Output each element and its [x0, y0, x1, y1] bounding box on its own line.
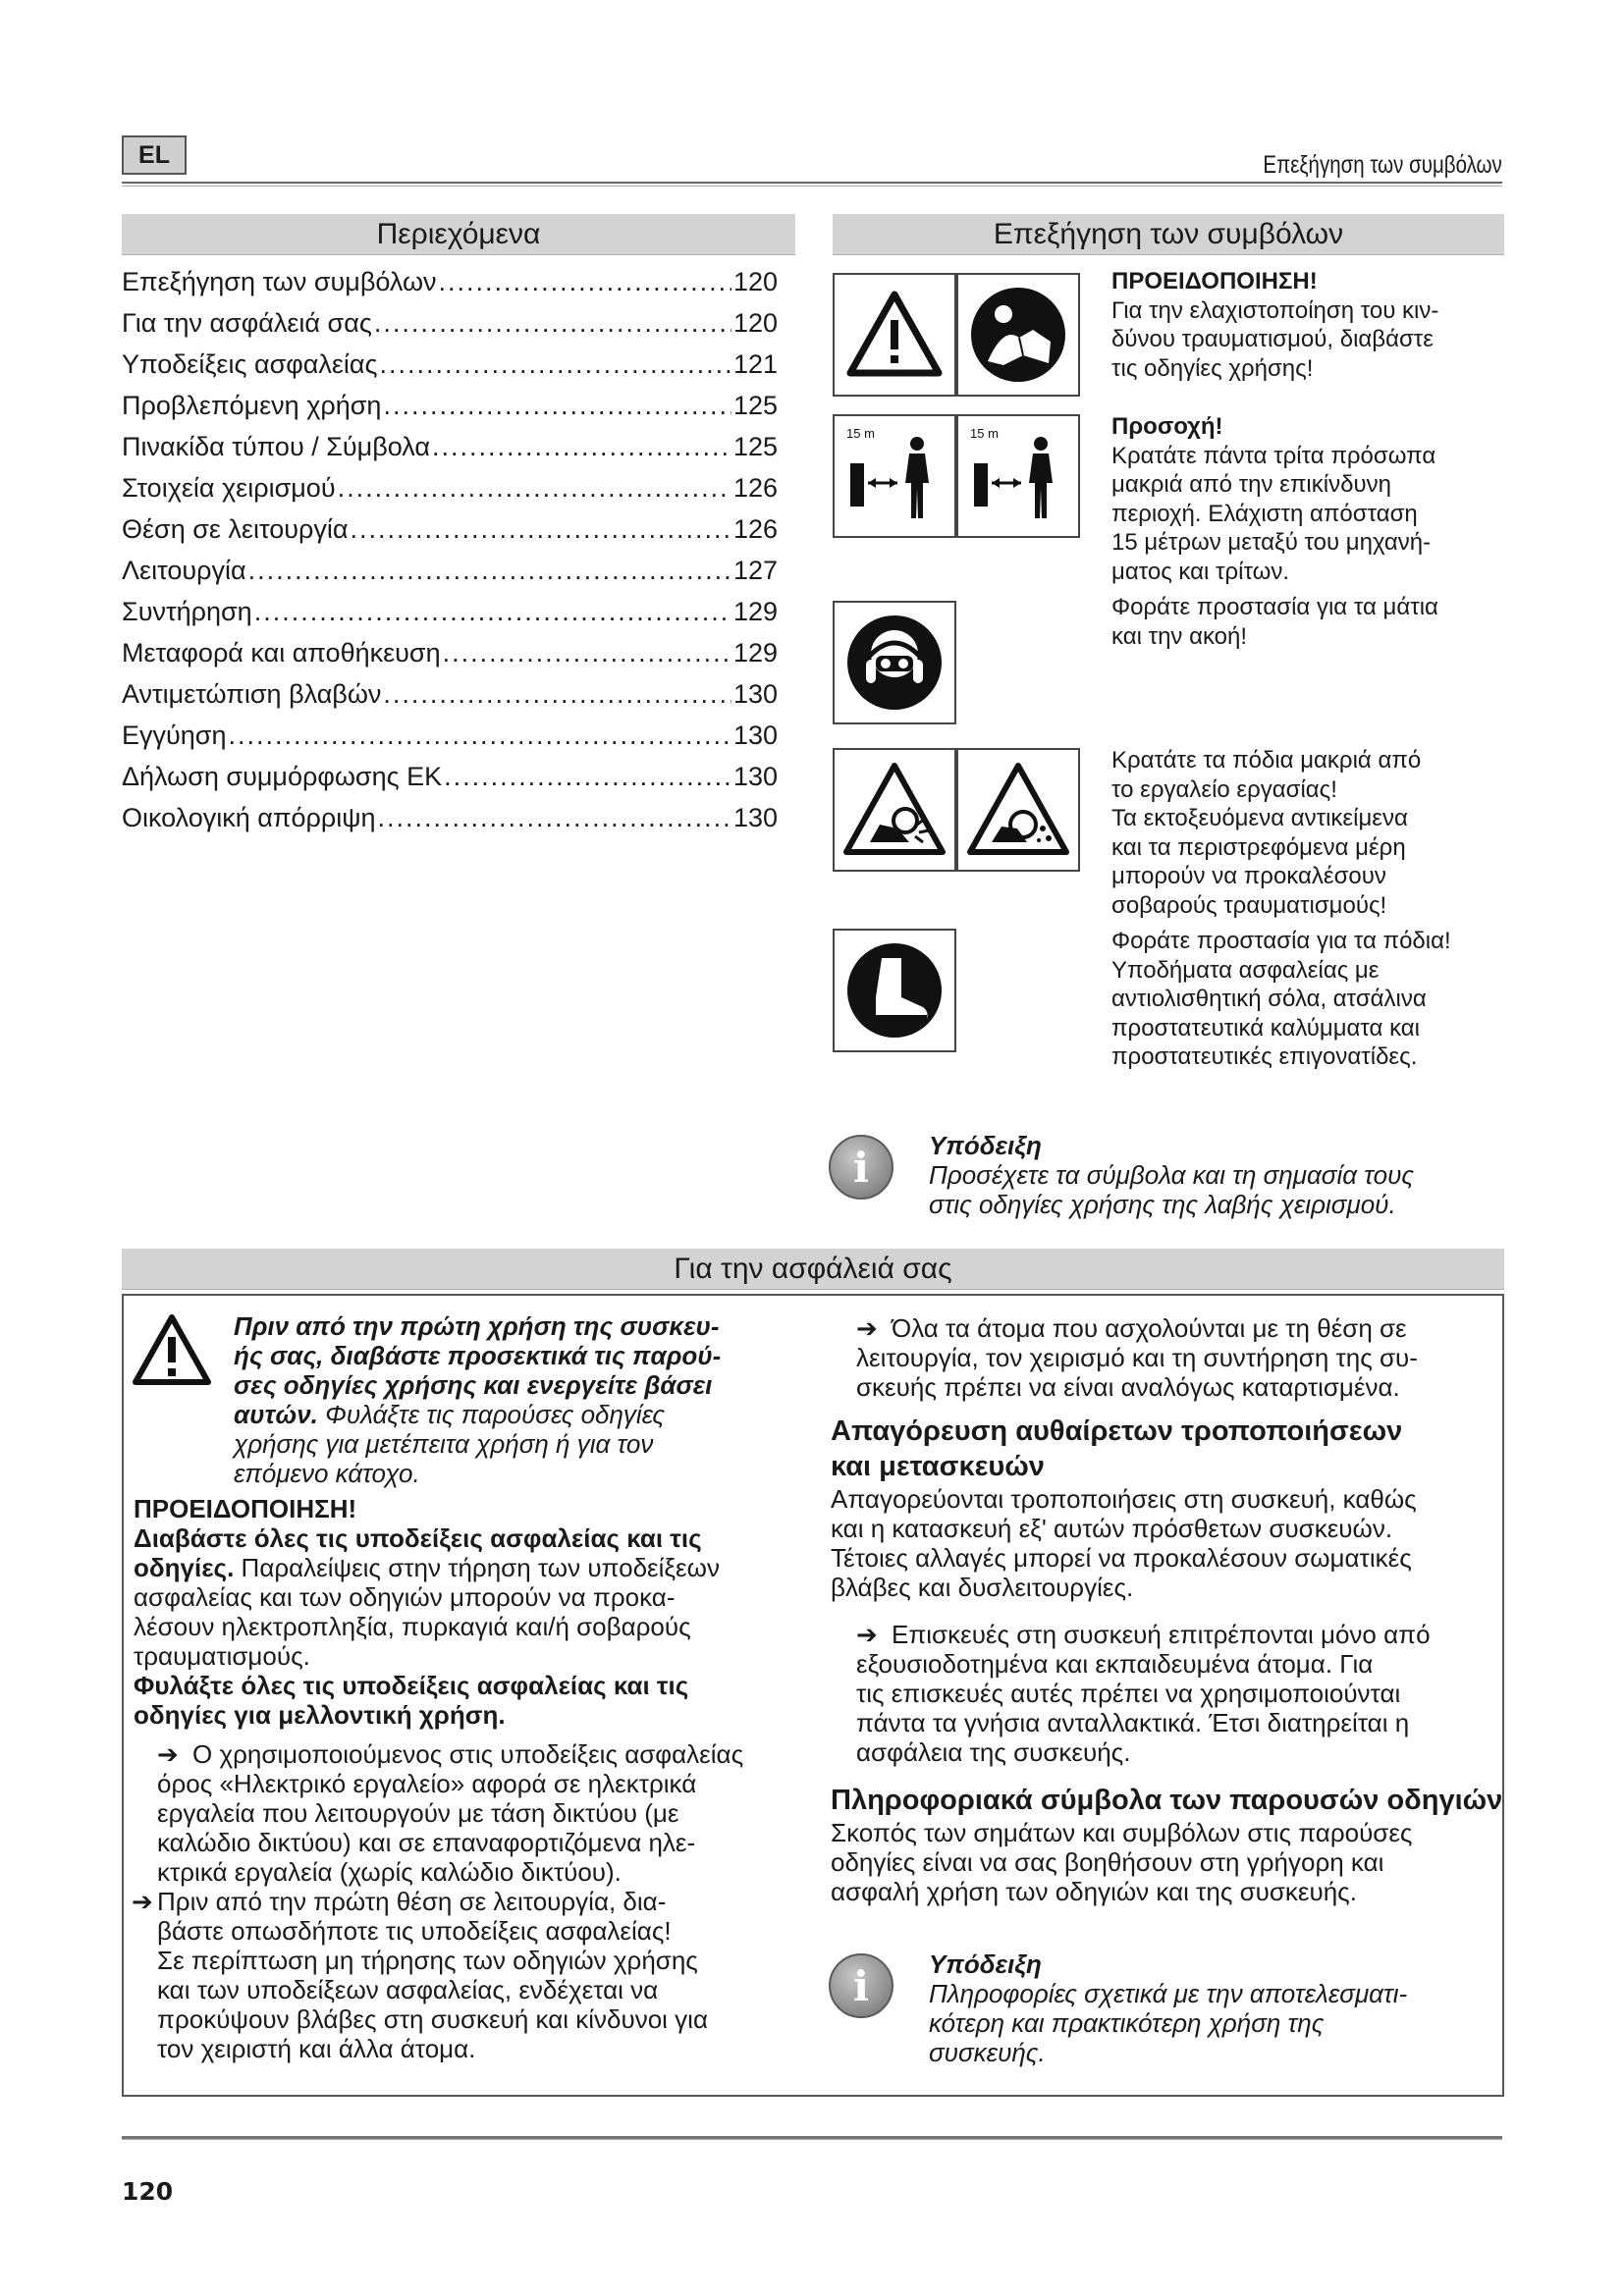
safety-tip-line-1: Πληροφορίες σχετικά με την αποτελεσματι-: [929, 1979, 1408, 2008]
intro-italic-line-1: χρήσης για μετέπειτα χρήση ή για τον: [234, 1429, 654, 1459]
feet-line-6: σοβαρούς τραυματισμούς!: [1111, 891, 1387, 919]
toc-entry-page: 130: [732, 803, 778, 832]
language-badge: EL: [122, 135, 187, 175]
intro-bold-line-1: Πριν από την πρώτη χρήση της συσκευ-: [234, 1311, 720, 1341]
toc-leader-dots: [444, 762, 731, 792]
toc-entry-page: 127: [732, 556, 778, 585]
toc-entry[interactable]: [122, 308, 778, 349]
toc-entry-page: 130: [732, 762, 778, 791]
toc-leader-dots: [374, 308, 731, 339]
modification-heading-line-2: και μετασκευών: [831, 1451, 1045, 1482]
read-line-2: λέσουν ηλεκτροπληξία, πυρκαγιά και/ή σοβαρούς: [134, 1612, 691, 1641]
intro-bold-line-4: αυτών.: [234, 1400, 318, 1429]
toc-entry-page: 125: [732, 391, 778, 420]
read-line-1: ασφαλείας και των οδηγιών μπορούν να προκα-: [134, 1582, 676, 1612]
warning-line-2: δύνου τραυματισμού, διαβάστε: [1111, 326, 1434, 352]
before-line-4: και των υποδείξεων ασφαλείας, ενδέχεται να: [157, 1975, 659, 2004]
repair-line-4: πάντα τα γνήσια ανταλλακτικά. Έτσι διατηρείται η: [856, 1708, 1410, 1737]
symbols-heading: Επεξήγηση των συμβόλων: [833, 214, 1504, 255]
caution-line-3: περιοχή. Ελάχιστη απόσταση: [1111, 500, 1418, 527]
info-symbols-section: [831, 1783, 1504, 1906]
boots-line-1: Φοράτε προστασία για τα πόδια!: [1111, 928, 1451, 954]
boots-line-4: προστατευτικά καλύμματα και: [1111, 1014, 1421, 1041]
protection-text: [1111, 593, 1504, 651]
toc-entry[interactable]: [122, 638, 778, 679]
keep-distance-icon-2: [956, 414, 1080, 538]
feet-line-2: το εργαλείο εργασίας!: [1111, 775, 1337, 803]
arrow-icon: ➔: [856, 1620, 878, 1649]
header-rule: [122, 182, 1502, 187]
feet-line-5: μπορούν να προκαλέσουν: [1111, 863, 1386, 889]
intro-bold-line-3: σες οδηγίες χρήσης και ενεργείτε βάσει: [234, 1370, 713, 1400]
keep-bold-line-2: οδηγίες για μελλοντική χρήση.: [134, 1700, 506, 1730]
symbols-tip-line-1: Προσέχετε τα σύμβολα και τη σημασία τους: [929, 1160, 1415, 1190]
toc-entry[interactable]: [122, 432, 778, 473]
toc-entry[interactable]: [122, 762, 778, 803]
term-line-3: εργαλεία που λειτουργούν με τάση δικτύου (με: [157, 1798, 679, 1828]
read-bold-line-2: οδηγίες.: [134, 1553, 235, 1582]
toc-entry[interactable]: [122, 556, 778, 597]
table-of-contents: [122, 267, 778, 844]
toc-entry-title: Για την ασφάλειά σας: [122, 308, 372, 338]
term-line-4: καλώδιο δικτύου) και σε επαναφορτιζόμενα ηλε-: [157, 1828, 696, 1857]
toc-leader-dots: [228, 721, 731, 751]
safety-tip-title: Υπόδειξη: [929, 1949, 1042, 1979]
toc-entry-title: Συντήρηση: [122, 597, 252, 626]
boots-line-3: αντιολισθητική σόλα, ατσάλινα: [1111, 986, 1427, 1012]
toc-leader-dots: [254, 597, 731, 627]
toc-entry-title: Θέση σε λειτουργία: [122, 514, 349, 544]
intro-italic-tail: Φυλάξτε τις παρούσες οδηγίες: [317, 1400, 666, 1429]
safety-left-body: [134, 1494, 840, 1730]
safety-tip-line-2: κότερη και πρακτικότερη χρήση της: [929, 2008, 1325, 2038]
feet-line-1: Κρατάτε τα πόδια μακριά από: [1111, 747, 1422, 774]
footer-rule: [122, 2136, 1502, 2140]
general-warning-icon: [132, 1313, 212, 1392]
caution-line-1: Κρατάτε πάντα τρίτα πρόσωπα: [1111, 442, 1436, 469]
toc-entry[interactable]: [122, 267, 778, 308]
boots-line-2: Υποδήματα ασφαλείας με: [1111, 956, 1380, 984]
safety-warning-title: ΠΡΟΕΙΔΟΠΟΙΗΣΗ!: [134, 1494, 357, 1523]
info-line-2: οδηγίες είναι να σας βοηθήσουν στη γρήγορη και: [831, 1847, 1384, 1877]
persons-line-2: λειτουργία, τον χειρισμό και τη συντήρηση της συ-: [856, 1343, 1418, 1372]
info-line-3: ασφαλή χρήση των οδηγιών και της συσκευής.: [831, 1877, 1357, 1906]
before-line-5: προκύψουν βλάβες στη συσκευή και κίνδυνοι για: [157, 2004, 708, 2034]
toc-entry[interactable]: [122, 597, 778, 638]
feet-line-4: και τα περιστρεφόμενα μέρη: [1111, 833, 1406, 861]
toc-leader-dots: [351, 514, 731, 545]
toc-entry[interactable]: [122, 803, 778, 844]
toc-leader-dots: [383, 391, 731, 421]
toc-entry-page: 120: [732, 267, 778, 296]
safety-intro: [234, 1311, 803, 1488]
warning-triangle-icon: [833, 273, 956, 397]
safety-tip-line-3: συσκευής.: [929, 2038, 1046, 2067]
arrow-icon: ➔: [157, 1739, 179, 1769]
caution-text: [1111, 412, 1504, 586]
info-line-1: Σκοπός των σημάτων και συμβόλων στις παρούσες: [831, 1818, 1413, 1847]
toc-entry-page: 129: [732, 597, 778, 626]
before-line-6: τον χειριστή και άλλα άτομα.: [157, 2034, 476, 2063]
keep-distance-icon: [833, 414, 956, 538]
intro-italic-line-2: επόμενο κάτοχο.: [234, 1459, 420, 1488]
repair-line-3: τις επισκευές αυτές πρέπει να χρησιμοποιούνται: [856, 1679, 1401, 1708]
distance-label-2: 15 m: [970, 426, 999, 441]
feet-line-3: Τα εκτοξευόμενα αντικείμενα: [1111, 805, 1408, 831]
running-header-title: Επεξήγηση των συμβόλων: [1263, 151, 1502, 179]
toc-entry-page: 121: [732, 349, 778, 379]
read-text-tail: Παραλείψεις στην τήρηση των υποδείξεων: [234, 1553, 720, 1582]
toc-leader-dots: [383, 679, 731, 710]
read-line-3: τραυματισμούς.: [134, 1641, 310, 1671]
toc-entry[interactable]: [122, 473, 778, 514]
toc-leader-dots: [338, 473, 731, 504]
term-definition: [157, 1739, 844, 1887]
toc-leader-dots: [248, 556, 731, 586]
warning-line-3: τις οδηγίες χρήσης!: [1111, 354, 1314, 382]
toc-entry-title: Μεταφορά και αποθήκευση: [122, 638, 441, 667]
info-symbols-heading: Πληροφοριακά σύμβολα των παρουσών οδηγιών: [831, 1785, 1503, 1816]
toc-entry-title: Υποδείξεις ασφαλείας: [122, 349, 378, 379]
term-line-1: Ο χρησιμοποιούμενος στις υποδείξεις ασφαλείας: [192, 1739, 744, 1769]
read-bold-line-1: Διαβάστε όλες τις υποδείξεις ασφαλείας και τις: [134, 1523, 702, 1553]
toc-entry-title: Εγγύηση: [122, 721, 227, 750]
arrow-icon: ➔: [856, 1313, 878, 1343]
caution-line-2: μακριά από την επικίνδυνη: [1111, 471, 1391, 498]
eye-ear-protection-icon: [833, 601, 956, 724]
arrow-icon: ➔: [132, 1887, 153, 1916]
page-number: 120: [122, 2177, 174, 2206]
toc-entry[interactable]: [122, 679, 778, 721]
feet-away-warning-icon: [833, 748, 956, 872]
read-manual-icon: [956, 273, 1080, 397]
before-line-2: βάστε οπωσδήποτε τις υποδείξεις ασφαλείας!: [157, 1916, 672, 1946]
toc-entry-title: Πινακίδα τύπου / Σύμβολα: [122, 432, 430, 461]
caution-title: Προσοχή!: [1111, 413, 1223, 440]
symbols-tip-title: Υπόδειξη: [929, 1131, 1042, 1160]
toc-heading: Περιεχόμενα: [122, 214, 795, 255]
caution-line-5: ματος και τρίτων.: [1111, 558, 1290, 585]
warning-line-1: Για την ελαχιστοποίηση του κιν-: [1111, 296, 1439, 324]
repairs-section: [856, 1620, 1504, 1767]
thrown-objects-warning-icon: [956, 748, 1080, 872]
boots-text: [1111, 927, 1504, 1072]
repair-line-2: εξουσιοδοτημένα και εκπαιδευμένα άτομα. Για: [856, 1649, 1374, 1679]
modification-line-2: και η κατασκευή εξ' αυτών πρόσθετων συσκευών.: [831, 1514, 1393, 1543]
modification-line-1: Απαγορεύονται τροποποιήσεις στη συσκευή, καθώς: [831, 1484, 1417, 1514]
info-icon: i: [829, 1135, 893, 1200]
toc-leader-dots: [432, 432, 731, 462]
toc-entry-title: Λειτουργία: [122, 556, 246, 585]
toc-entry-title: Στοιχεία χειρισμού: [122, 473, 336, 503]
toc-entry-page: 125: [732, 432, 778, 461]
toc-leader-dots: [439, 267, 731, 297]
toc-leader-dots: [443, 638, 731, 668]
before-line-1: Πριν από την πρώτη θέση σε λειτουργία, δια-: [157, 1887, 667, 1916]
safety-boots-icon: [833, 929, 956, 1052]
modification-section: [831, 1414, 1498, 1602]
warning-title: ΠΡΟΕΙΔΟΠΟΙΗΣΗ!: [1111, 268, 1318, 294]
repair-line-5: ασφάλεια της συσκευής.: [856, 1737, 1131, 1767]
info-icon: i: [829, 1953, 893, 2018]
feet-text: [1111, 746, 1504, 920]
term-line-2: όρος «Ηλεκτρικό εργαλείο» αφορά σε ηλεκτρικά: [157, 1769, 697, 1798]
modification-line-4: βλάβες και δυσλειτουργίες.: [831, 1573, 1134, 1602]
symbols-tip: [929, 1131, 1414, 1219]
persons-line-1: Όλα τα άτομα που ασχολούνται με τη θέση σε: [892, 1313, 1407, 1343]
toc-entry-title: Δήλωση συμμόρφωσης ΕΚ: [122, 762, 443, 791]
safety-tip: [929, 1949, 1407, 2067]
toc-entry-title: Αντιμετώπιση βλαβών: [122, 679, 382, 709]
toc-entry-title: Οικολογική απόρριψη: [122, 803, 376, 832]
toc-leader-dots: [380, 349, 731, 380]
modification-heading-line-1: Απαγόρευση αυθαίρετων τροποποιήσεων: [831, 1415, 1403, 1447]
toc-entry-page: 130: [732, 721, 778, 750]
protection-line-1: Φοράτε προστασία για τα μάτια: [1111, 594, 1438, 620]
boots-line-5: προστατευτικές επιγονατίδες.: [1111, 1043, 1418, 1070]
term-line-5: κτρικά εργαλεία (χωρίς καλώδιο δικτύου).: [157, 1857, 622, 1887]
repair-line-1: Επισκευές στη συσκευή επιτρέπονται μόνο από: [892, 1620, 1431, 1649]
toc-entry[interactable]: [122, 721, 778, 762]
toc-entry-page: 126: [732, 514, 778, 544]
distance-label-1: 15 m: [846, 426, 875, 441]
intro-bold-line-2: ής σας, διαβάστε προσεκτικά τις παρού-: [234, 1341, 722, 1370]
symbols-tip-line-2: στις οδηγίες χρήσης της λαβής χειρισμού.: [929, 1190, 1396, 1219]
safety-heading: Για την ασφάλειά σας: [122, 1249, 1504, 1290]
toc-entry-page: 120: [732, 308, 778, 338]
keep-bold-line-1: Φυλάξτε όλες τις υποδείξεις ασφαλείας και τις: [134, 1671, 689, 1700]
toc-entry-page: 126: [732, 473, 778, 503]
trained-persons: [856, 1313, 1504, 1402]
toc-entry[interactable]: [122, 349, 778, 391]
toc-entry[interactable]: [122, 391, 778, 432]
toc-entry-title: Προβλεπόμενη χρήση: [122, 391, 382, 420]
before-first-use: [132, 1887, 839, 2063]
toc-entry-title: Επεξήγηση των συμβόλων: [122, 267, 437, 296]
toc-entry[interactable]: [122, 514, 778, 556]
modification-line-3: Τέτοιες αλλαγές μπορεί να προκαλέσουν σωματικές: [831, 1543, 1412, 1573]
toc-entry-page: 129: [732, 638, 778, 667]
persons-line-3: σκευής πρέπει να είναι αναλόγως καταρτισμένα.: [856, 1372, 1400, 1402]
toc-entry-page: 130: [732, 679, 778, 709]
caution-line-4: 15 μέτρων μεταξύ του μηχανή-: [1111, 529, 1432, 556]
protection-line-2: και την ακοή!: [1111, 622, 1248, 650]
warning-text: [1111, 267, 1504, 383]
before-line-3: Σε περίπτωση μη τήρησης των οδηγιών χρήσης: [157, 1946, 698, 1975]
toc-leader-dots: [378, 803, 731, 833]
